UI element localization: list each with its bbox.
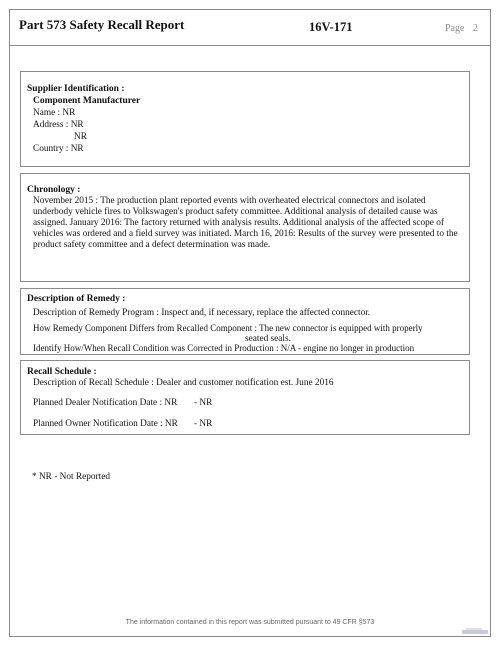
remedy-differs: How Remedy Component Differs from Recalled Component : The new connector is equipped with properly: [33, 323, 423, 333]
page-number: 2: [473, 23, 478, 34]
remedy-program: Description of Remedy Program : Inspect and, if necessary, replace the affected connector.: [33, 308, 371, 318]
dealer-notification-end: - NR: [194, 398, 213, 408]
remedy-section: [20, 288, 470, 355]
footer-text: The information contained in this report was submitted pursuant to 49 CFR §573: [125, 619, 375, 626]
page-label: Page: [445, 23, 465, 34]
recall-schedule-section: [20, 360, 470, 435]
supplier-country: Country : NR: [33, 144, 84, 154]
remedy-corrected: Identify How/When Recall Condition was Corrected in Production : N/A - engine no longer in production: [33, 343, 415, 353]
watermark-logo: [460, 627, 490, 637]
section-title: Chronology :: [27, 185, 81, 195]
dealer-notification-date: Planned Dealer Notification Date : NR: [33, 398, 178, 408]
footnote: * NR - Not Reported: [32, 472, 110, 482]
report-number: 16V-171: [309, 20, 353, 34]
section-title: Recall Schedule :: [27, 367, 97, 377]
report-title: Part 573 Safety Recall Report: [19, 17, 185, 32]
chronology-text: November 2015 : The production plant reported events with overheated electrical connectors and isolated underbody vehicle fires to Volkswagen's product safety committee. Additional analysis of detailed cause was assigned. January 2016: The factory returned with analysis results. Additional analysis of the affected scope of vehicles was ordered and a field survey was initiated. March 16, 2016: Results of the survey were presented to the product safety committee and a defect determination was made.: [33, 196, 458, 250]
report-header: [9, 9, 491, 46]
supplier-identification-section: [20, 71, 470, 167]
remedy-differs-line2: seated seals.: [245, 334, 291, 344]
owner-notification-date: Planned Owner Notification Date : NR: [33, 419, 178, 429]
component-manufacturer-title: Component Manufacturer: [33, 96, 141, 106]
section-title: Supplier Identification :: [27, 84, 125, 94]
section-title: Description of Remedy :: [27, 294, 126, 304]
supplier-address: Address : NR: [33, 120, 84, 130]
supplier-name: Name : NR: [33, 108, 76, 118]
schedule-description: Description of Recall Schedule : Dealer and customer notification est. June 2016: [33, 378, 334, 388]
supplier-address-line2: NR: [74, 132, 87, 142]
chronology-section: [20, 173, 470, 282]
owner-notification-end: - NR: [194, 419, 213, 429]
